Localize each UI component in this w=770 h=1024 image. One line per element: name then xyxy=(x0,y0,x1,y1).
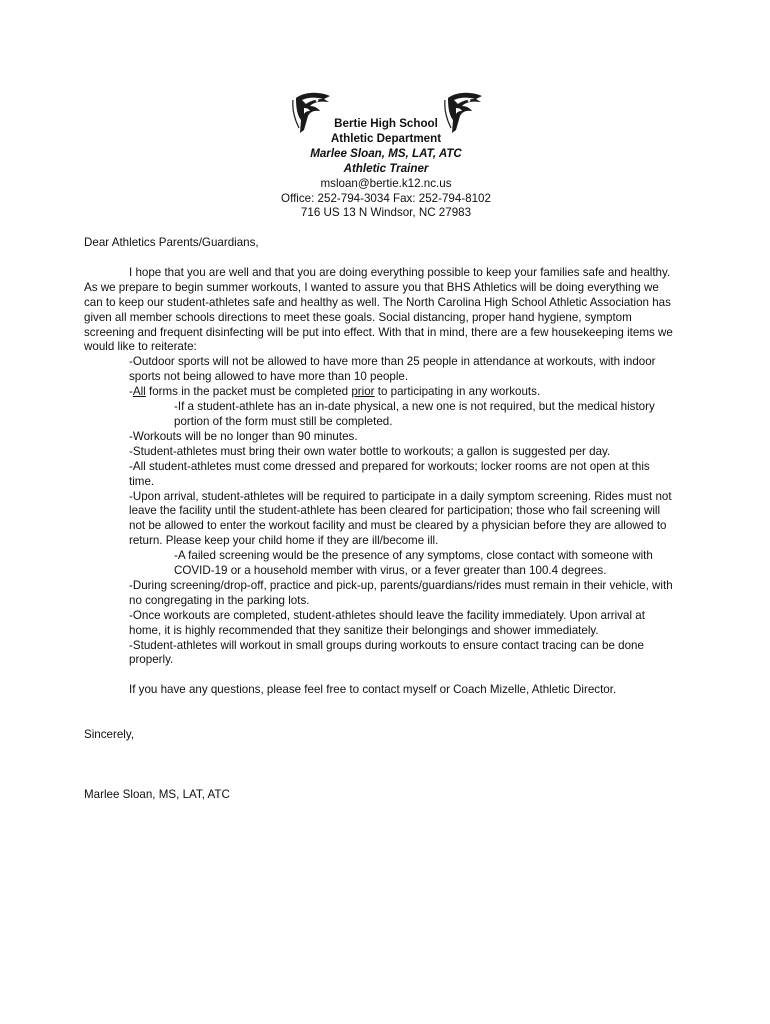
closing-question: If you have any questions, please feel free to contact myself or Coach Mizelle, Athletic Director. xyxy=(129,683,617,697)
sub-list-item: -If a student-athlete has an in-date physical, a new one is not required, but the medical history portion of the form must still be completed. xyxy=(174,400,655,428)
underlined-all: All xyxy=(132,385,146,399)
author-email: msloan@bertie.k12.nc.us xyxy=(320,176,452,190)
school-name: Bertie High School xyxy=(334,117,438,130)
item-dash: - xyxy=(129,385,133,399)
list-item: -All student-athletes must come dressed and prepared for workouts; locker rooms are not open at this time. xyxy=(129,459,650,488)
item-text: to participating in any workouts. xyxy=(374,385,541,399)
salutation: Dear Athletics Parents/Guardians, xyxy=(84,236,259,249)
list-item: -Student-athletes must bring their own water bottle to workouts; a gallon is suggested per day. xyxy=(129,444,611,458)
list-item: -Workouts will be no longer than 90 minutes. xyxy=(129,429,358,443)
school-address: 716 US 13 N Windsor, NC 27983 xyxy=(300,206,472,220)
item-text: forms in the packet must be completed xyxy=(145,385,352,399)
sign-off: Sincerely, xyxy=(84,728,135,742)
letter-body xyxy=(84,236,674,803)
sub-list-item: -A failed screening would be the presence of any symptoms, close contact with someone with COVID-19 or a household member with virus, or a fever greater than 100.4 degrees. xyxy=(174,549,653,578)
author-title: Athletic Trainer xyxy=(343,161,429,175)
list-item: -Once workouts are completed, student-athletes should leave the facility immediately. Upon arrival at home, it is highly recommended that they sanitize their belongings and shower immediately. xyxy=(129,608,645,637)
list-item: -Student-athletes will workout in small groups during workouts to ensure contact tracing can be done properly. xyxy=(129,638,644,667)
intro-paragraph: I hope that you are well and that you are doing everything possible to keep your families safe and healthy. As we prepare to begin summer workouts, I wanted to assure you that BHS Athletics will be doing everything we can to keep our student-athletes safe and healthy as well. The North Carolina High School Athletic Association has given all member schools directions to meet these goals. Social distancing, proper hand hygiene, symptom screening and frequent disinfecting will be put into effect. With that in mind, there are a few housekeeping items we would like to reiterate: xyxy=(84,265,673,354)
department-name: Athletic Department xyxy=(330,131,442,145)
list-item: -Outdoor sports will not be allowed to have more than 25 people in attendance at workouts, with indoor sports not being allowed to have more than 10 people. xyxy=(129,355,656,384)
letterhead xyxy=(200,117,572,221)
list-item: -Upon arrival, student-athletes will be required to participate in a daily symptom screening. Rides must not leave the facility until the student-athlete has been cleared for participation; those who fail screening will not be allowed to enter the workout facility and must be cleared by a physician before they are allowed to return. Please keep your child home if they are ill/become ill. xyxy=(129,489,672,548)
signature-name: Marlee Sloan, MS, LAT, ATC xyxy=(84,788,230,802)
office-phone-fax: Office: 252-794-3034 Fax: 252-794-8102 xyxy=(281,191,491,205)
author-name: Marlee Sloan, MS, LAT, ATC xyxy=(310,146,462,160)
list-item xyxy=(129,385,674,400)
list-item: -During screening/drop-off, practice and pick-up, parents/guardians/rides must remain in their vehicle, with no congregating in the parking lots. xyxy=(129,578,673,607)
underlined-prior: prior xyxy=(351,385,375,399)
